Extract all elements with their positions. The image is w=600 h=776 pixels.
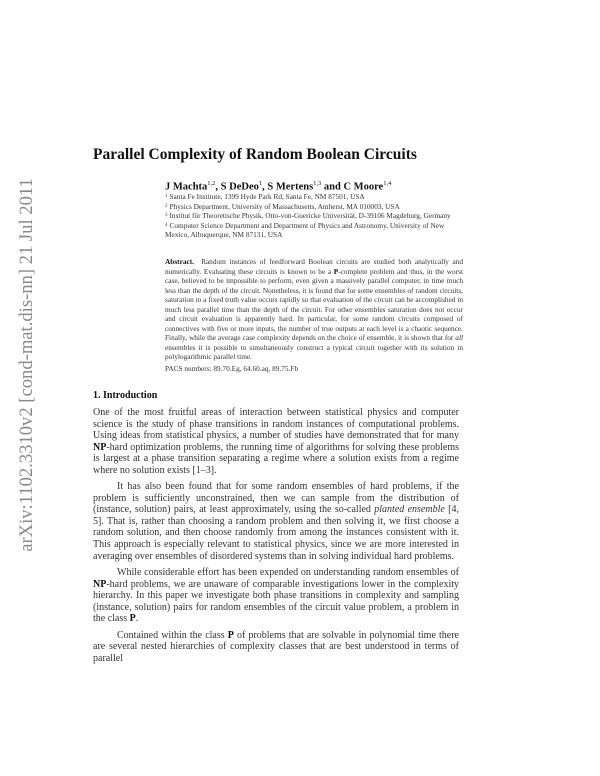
author-affiliation-marker: 1,2 (207, 180, 216, 187)
affiliation-number: 2 (165, 203, 168, 209)
abstract-text: Random instances of feedforward Boolean circuits are studied both analytically and numerically. Evaluating these circuits is known to be a (165, 257, 463, 276)
affiliation-text: Physics Department, University of Massachusetts, Amherst, MA 010003, USA (169, 201, 400, 211)
author-name: C Moore (343, 181, 384, 193)
complexity-class-p: P (129, 613, 136, 625)
affiliation-text: Institut für Theoretische Physik, Otto-von-Guericke Universität, D-39106 Magdeburg, Germany (169, 211, 451, 221)
author-name: S Mertens (267, 181, 314, 193)
paragraph-text: . (135, 613, 139, 625)
author-list: J Machta$^{1,2}$, S DeDeo$^1$, S Mertens$^{1,3}$ and C Moore$^{1,4}$ (165, 180, 392, 193)
arxiv-identifier-text: arXiv:1102.3310v2 [cond-mat.dis-nn] 21 Jul 2011 (16, 178, 38, 552)
arxiv-identifier-stamp (9, 160, 45, 570)
author-name: S DeDeo (220, 181, 259, 193)
affiliation-number: 3 (165, 213, 168, 219)
affiliation-number: 4 (165, 222, 168, 228)
affiliation-item (165, 211, 465, 221)
body-paragraph (93, 567, 459, 625)
paragraph-text: -hard problems, we are unaware of comparable investigations lower in the complexity hierarchy. In this paper we investigate both phase transitions in complexity and sampling (instance, solution) pairs for random ensembles of the circuit value problem, a problem in the class (93, 578, 459, 625)
affiliation-item (165, 202, 465, 212)
author-affiliation-marker: 1,4 (383, 180, 392, 187)
abstract-label: Abstract. (165, 257, 194, 266)
complexity-class-p: P (227, 629, 234, 641)
author-name: J Machta (165, 181, 208, 193)
emphasis-text: planted ensemble (374, 504, 445, 516)
paragraph-text: While considerable effort has been expended on understanding random ensembles of (117, 567, 459, 579)
section-heading-introduction: 1. Introduction (93, 390, 158, 401)
affiliation-number: 1 (165, 194, 168, 199)
affiliation-text: Computer Science Department and Department of Physics and Astronomy, University of New Mexico, Albuquerque, NM 87131, USA (165, 220, 445, 240)
body-paragraph (93, 481, 459, 562)
paragraph-text: Contained within the class (117, 629, 228, 641)
body-paragraph (93, 407, 459, 476)
author-affiliation-marker: 1 (258, 180, 263, 187)
affiliation-text: Santa Fe Institute, 1399 Hyde Park Rd, Santa Fe, NM 87501, USA (169, 192, 365, 201)
pacs-numbers: PACS numbers: 89.70.Eg, 64.60.aq, 89.75.Fb (165, 364, 299, 373)
affiliation-item (165, 192, 465, 202)
paragraph-text: [4, 5]. That is, rather than choosing a random problem and then solving it, we first choose a random solution, and then choose randomly from among the instances consistent with it. This approach is especially relevant to statistical physics, since we are more interested in averaging over ensembles of disordered systems than in solving individual hard problems. (93, 504, 459, 562)
paper-title: Parallel Complexity of Random Boolean Circuits (93, 146, 417, 163)
emphasis-text: all (455, 333, 463, 343)
body-paragraph (93, 630, 459, 665)
author-affiliation-marker: 1,3 (313, 180, 322, 187)
abstract-text: -complete problem and thus, in the worst case, believed to be impossible to perform, even given a massively parallel computer, in time much less than the depth of the circuit. Nonetheless, it is found that for some ensembles of random circuits, saturation to a fixed truth value occurs rapidly so that evaluation of the circuit can be accomplished in much less parallel time than the depth of the circuit. For other ensembles saturation does not occur and circuit evaluation is apparently hard. In particular, for some random circuits composed of connectives with five or more inputs, the number of true outputs at each level is a chaotic sequence. Finally, while the average case complexity depends on the choice of ensemble, it is shown that for (165, 266, 463, 343)
affiliation-list (165, 192, 465, 240)
complexity-class-p: P (333, 266, 339, 276)
affiliation-item (165, 221, 465, 240)
abstract-text: ensembles it is possible to simultaneously construct a typical circuit together with its solution in polylogarithmic parallel time. (165, 342, 463, 362)
complexity-class-np: NP (93, 441, 107, 453)
complexity-class-np: NP (93, 578, 107, 590)
abstract (165, 257, 463, 362)
paragraph-text: -hard optimization problems, the running time of algorithms for solving these problems is largest at a phase transition separating a regime where a solution exists from a regime where no solution exists [1–3]. (93, 441, 459, 476)
paragraph-text: It has also been found that for some random ensembles of hard problems, if the problem is sufficiently unconstrained, then we can sample from the distribution of (instance, solution) pairs, at least approximately, using the so-called (93, 481, 459, 516)
paragraph-text: of problems that are solvable in polynomial time there are several nested hierarchies of complexity classes that are best understood in terms of parallel (93, 629, 459, 664)
introduction-body (93, 407, 459, 664)
paragraph-text: One of the most fruitful areas of interaction between statistical physics and computer science is the study of phase transitions in random instances of computational problems. Using ideas from statistical physics, a number of studies have demonstrated that for many (93, 407, 459, 442)
